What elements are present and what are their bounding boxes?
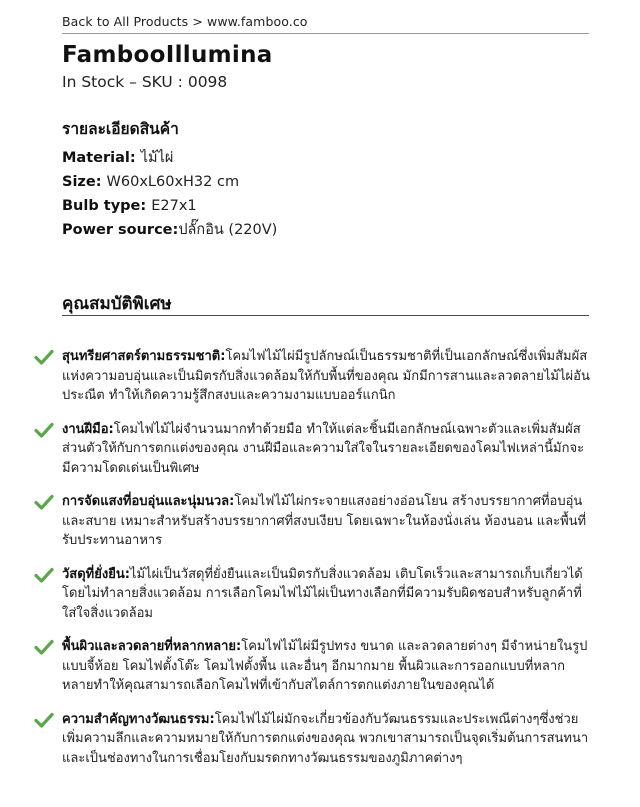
feature-title: สุนทรียศาสตร์ตามธรรมชาติ xyxy=(62,349,221,364)
feature-text xyxy=(62,420,592,479)
stock-sku: In Stock – SKU : 0098 xyxy=(62,73,228,91)
top-divider xyxy=(62,33,589,34)
spec-size xyxy=(62,170,589,194)
feature-description: โคมไฟไม้ไผ่จำนวนมากทำด้วยมือ ทำให้แต่ละชิ้นมีเอกลักษณ์เฉพาะตัวและเพิ่มสัมผัสส่วนตัวให้กับการตกแต่งของคุณ งานฝีมือและความใส่ใจในรายละเอียดของโคมไฟเหล่านี้มักจะมีความโดดเด่นเป็นพิเศษ xyxy=(62,421,585,476)
checkmark-icon xyxy=(34,712,54,728)
spec-value: W60xL60xH32 cm xyxy=(106,174,240,190)
checkmark-icon xyxy=(34,639,54,655)
spec-label: Power source xyxy=(62,222,173,238)
feature-title: วัสดุที่ยั่งยืน xyxy=(62,566,125,582)
feature-colon: : xyxy=(220,349,226,364)
feature-description: ไม้ไผ่เป็นวัสดุที่ยั่งยืนและเป็นมิตรกับสิ่งแวดล้อม เติบโตเร็วและสามารถเก็บเกี่ยวได้โดยไม่ทำลายสิ่งแวดล้อม การเลือกโคมไฟไม้ไผ่เป็นทางเลือกที่มีความรับผิดชอบสำหรับลูกค้าที่ใส่ใจสิ่งแวดล้อม xyxy=(62,566,583,621)
feature-text xyxy=(62,565,592,624)
feature-item xyxy=(34,710,594,783)
features-divider xyxy=(62,315,589,316)
details-heading: รายละเอียดสินค้า xyxy=(62,120,179,138)
feature-colon: : xyxy=(108,421,114,437)
checkmark-icon xyxy=(34,349,54,365)
feature-colon: : xyxy=(209,711,215,727)
feature-text xyxy=(62,347,592,406)
spec-value: E27x1 xyxy=(151,198,197,214)
spec-label: Size xyxy=(62,174,96,190)
feature-description: โคมไฟไม้ไผ่มักจะเกี่ยวข้องกับวัฒนธรรมและประเพณีต่างๆซึ่งช่วยเพิ่มความลึกและความหมายให้กับการตกแต่งของคุณ พวกเขาสามารถเป็นจุดเริ่มต้นการสนทนาและเป็นช่องทางในการเชื่อมโยงกับมรดกทางวัฒนธรรมของภูมิภาคต่างๆ xyxy=(62,711,589,766)
feature-item xyxy=(34,492,594,565)
feature-item xyxy=(34,565,594,638)
breadcrumb-link[interactable]: Back to All Products > www.famboo.co xyxy=(62,14,308,29)
spec-value: ปลั๊กอิน (220V) xyxy=(178,222,278,238)
spec-label: Bulb type xyxy=(62,198,141,214)
feature-colon: : xyxy=(236,639,242,654)
features-heading: คุณสมบัติพิเศษ xyxy=(62,294,172,314)
feature-title: งานฝีมือ xyxy=(62,421,109,437)
feature-item xyxy=(34,637,594,710)
feature-list xyxy=(34,347,594,782)
feature-text xyxy=(62,710,592,769)
checkmark-icon xyxy=(34,422,54,438)
spec-separator: : xyxy=(95,174,107,190)
checkmark-icon xyxy=(34,567,54,583)
spec-label: Material xyxy=(62,150,130,166)
feature-description: โคมไฟไม้ไผ่มีรูปทรง ขนาด และลวดลายต่างๆ มีจำหน่ายในรูปแบบจี้ห้อย โคมไฟตั้งโต๊ะ โคมไฟตั้งพื้น และอื่นๆ อีกมากมาย พื้นผิวและการออกแบบที่หลากหลายทำให้คุณสามารถเลือกโคมไฟที่เข้ากับสไตล์การตกแต่งภายในของคุณได้ xyxy=(62,639,588,693)
feature-description: โคมไฟไม้ไผ่มีรูปลักษณ์เป็นธรรมชาติที่เป็นเอกลักษณ์ซึ่งเพิ่มสัมผัสแห่งความอบอุ่นและเป็นมิตรกับสิ่งแวดล้อมให้กับพื้นที่ของคุณ มักมีการสานและลวดลายไม้ไผ่อันประณีต ทำให้เกิดความรู้สึกสงบและความงามแบบออร์แกนิก xyxy=(62,349,590,403)
feature-colon: : xyxy=(229,494,235,509)
spec-value: ไม้ไผ่ xyxy=(140,150,174,166)
feature-title: พื้นผิวและลวดลายที่หลากหลาย xyxy=(62,639,237,654)
feature-item xyxy=(34,420,594,493)
spec-separator: : xyxy=(129,150,141,166)
spec-bulb-type xyxy=(62,194,589,218)
feature-text xyxy=(62,637,592,696)
feature-description: โคมไฟไม้ไผ่กระจายแสงอย่างอ่อนโยน สร้างบรรยากาศที่อบอุ่นและสบาย เหมาะสำหรับสร้างบรรยากาศที่สงบเงียบ โดยเฉพาะในห้องนั่งเล่น ห้องนอน และพื้นที่รับประทานอาหาร xyxy=(62,494,587,548)
spec-material xyxy=(62,146,589,170)
feature-item xyxy=(34,347,594,420)
spec-separator: : xyxy=(140,198,152,214)
feature-colon: : xyxy=(124,566,130,582)
product-title: FambooIllumina xyxy=(62,42,273,68)
feature-title: การจัดแสงที่อบอุ่นและนุ่มนวล xyxy=(62,494,230,509)
spec-power-source xyxy=(62,218,589,242)
spec-separator: : xyxy=(172,222,179,238)
feature-text xyxy=(62,492,592,551)
feature-title: ความสำคัญทางวัฒนธรรม xyxy=(62,711,210,727)
checkmark-icon xyxy=(34,494,54,510)
spec-list xyxy=(62,146,589,242)
